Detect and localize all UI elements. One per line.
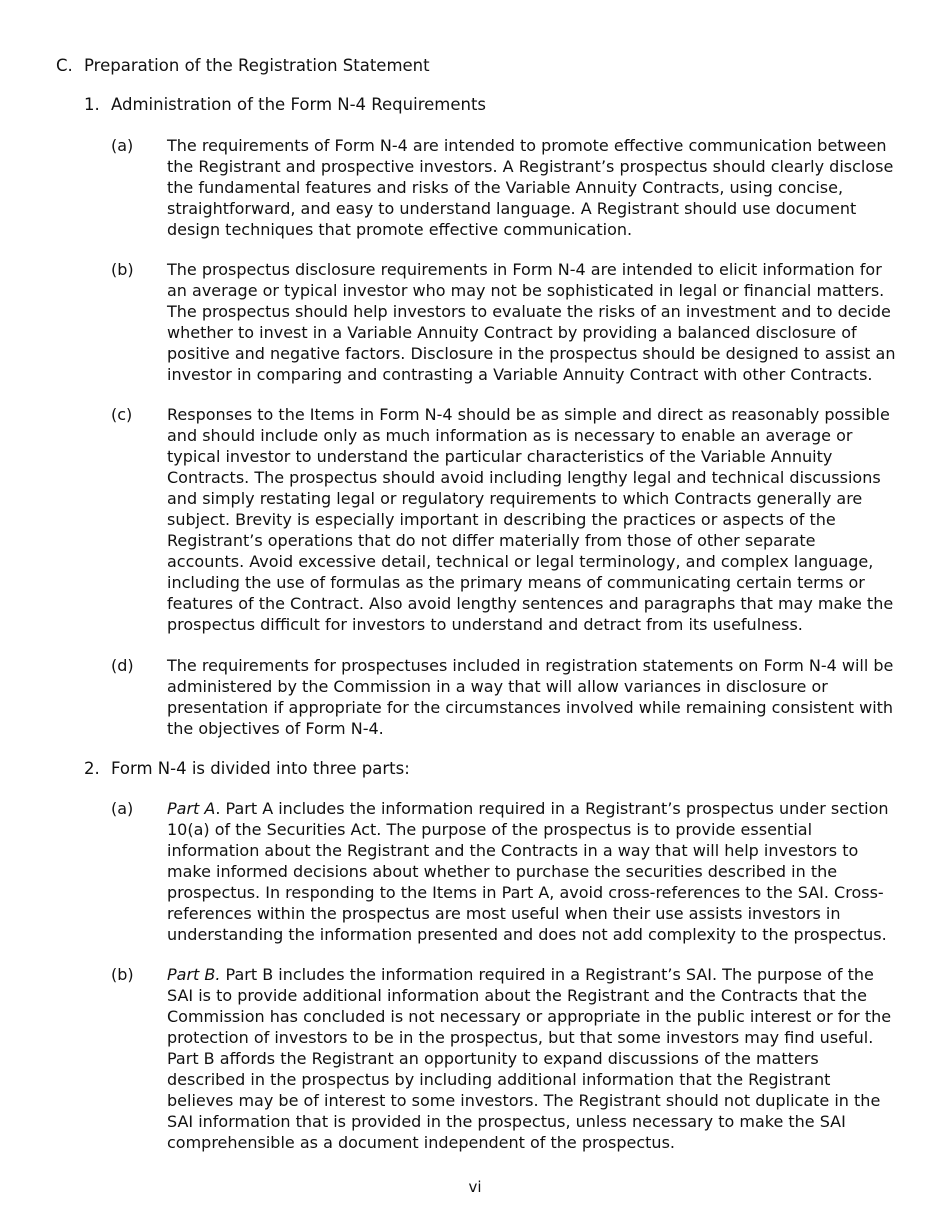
paragraph-1a [111,135,901,240]
paragraph-label: (b) [111,260,134,279]
paragraph-text: The prospectus disclosure requirements in Form N-4 are intended to elicit information for an average or typical investor who may not be sophisticated in legal or financial matters. The prospectus should help investors to evaluate the risks of an investment and to decide whether to invest in a Variable Annuity Contract by providing a balanced disclosure of positive and negative factors. Disclosure in the prospectus should be designed to assist an investor in comparing and contrasting a Variable Annuity Contract with other Contracts. [167,260,896,384]
paragraph-label: (c) [111,405,133,424]
paragraph-text: The requirements of Form N-4 are intended to promote effective communication between the Registrant and prospective investors. A Registrant’s prospectus should clearly disclose the fundamental features and risks of the Variable Annuity Contracts, using concise, straightforward, and easy to understand language. A Registrant should use document design techniques that promote effective communication. [167,136,894,239]
subsection-title: Administration of the Form N-4 Requirements [111,95,487,114]
subsection-title: Form N-4 is divided into three parts: [111,759,410,778]
paragraph-text [167,798,897,945]
subsection-number: 2. [84,759,100,778]
section-label: C. [56,56,73,75]
subsection-heading-1 [84,95,486,115]
paragraph-2a [111,798,901,945]
paragraph-label: (a) [111,799,134,818]
paragraph-text: The requirements for prospectuses included in registration statements on Form N-4 will be administered by the Commission in a way that will allow variances in disclosure or presentation if appropriate for the circumstances involved while remaining consistent with the objectives of Form N-4. [167,656,894,738]
paragraph-1d [111,655,901,739]
section-title: Preparation of the Registration Statement [84,56,430,75]
paragraph-lead: Part A [167,799,216,818]
paragraph-text: Responses to the Items in Form N-4 should be as simple and direct as reasonably possible and should include only as much information as is necessary to enable an average or typical investor to understand the particular characteristics of the Variable Annuity Contracts. The prospectus should avoid including lengthy legal and technical discussions and simply restating legal or regulatory requirements to which Contracts generally are subject. Brevity is especially important in describing the practices or aspects of the Registrant’s operations that do not differ materially from those of other separate accounts. Avoid excessive detail, technical or legal terminology, and complex language, including the use of formulas as the primary means of communicating certain terms or features of the Contract. Also avoid lengthy sentences and paragraphs that may make the prospectus difficult for investors to understand and detract from its usefulness. [167,405,894,634]
paragraph-text [167,964,897,1153]
paragraph-lead: Part B. [167,965,221,984]
paragraph-label: (b) [111,965,134,984]
section-heading [56,56,430,76]
paragraph-label: (d) [111,656,134,675]
paragraph-1c [111,404,901,635]
paragraph-body: . Part A includes the information required in a Registrant’s prospectus under section 10(a) of the Securities Act. The purpose of the prospectus is to provide essential information about the Registrant and the Contracts in a way that will help investors to make informed decisions about whether to purchase the securities described in the prospectus. In responding to the Items in Part A, avoid cross-references to the SAI. Cross-references within the prospectus are most useful when their use assists investors in understanding the information presented and does not add complexity to the prospectus. [167,799,889,944]
subsection-number: 1. [84,95,100,114]
subsection-heading-2 [84,759,410,779]
paragraph-2b [111,964,901,1153]
paragraph-body: Part B includes the information required in a Registrant’s SAI. The purpose of the SAI is to provide additional information about the Registrant and the Contracts that the Commission has concluded is not necessary or appropriate in the public interest or for the protection of investors to be in the prospectus, but that some investors may find useful. Part B affords the Registrant an opportunity to expand discussions of the matters described in the prospectus by including additional information that the Registrant believes may be of interest to some investors. The Registrant should not duplicate in the SAI information that is provided in the prospectus, unless necessary to make the SAI comprehensible as a document independent of the prospectus. [167,965,892,1152]
paragraph-1b [111,259,901,385]
paragraph-label: (a) [111,136,134,155]
page-number: vi [468,1178,482,1196]
